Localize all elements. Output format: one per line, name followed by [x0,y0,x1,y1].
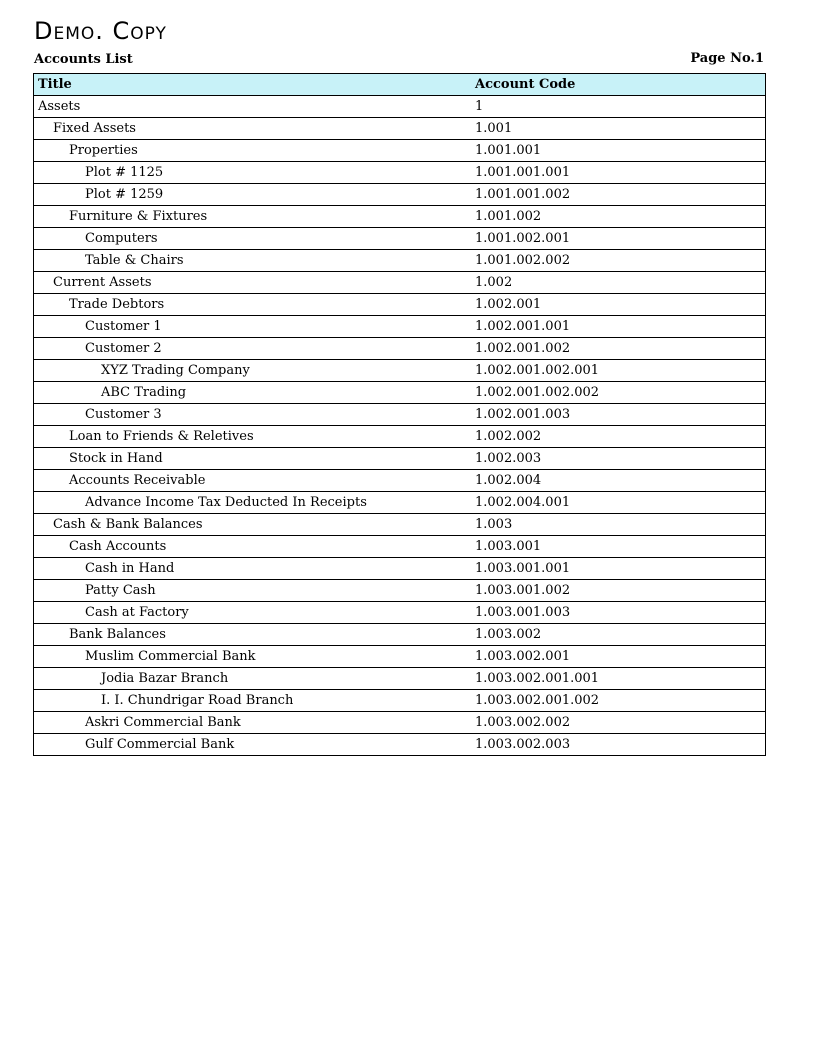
account-title-cell: Loan to Friends & Reletives [34,426,472,448]
column-header-account-code: Account Code [471,74,766,96]
account-code-cell: 1.001 [471,118,766,140]
account-code-cell: 1.003.001 [471,536,766,558]
account-code-cell: 1.003.002.001.002 [471,690,766,712]
table-row [34,536,766,558]
account-title-cell: Advance Income Tax Deducted In Receipts [34,492,472,514]
account-title-cell: Trade Debtors [34,294,472,316]
account-title-cell: Bank Balances [34,624,472,646]
account-code-cell: 1.003.001.001 [471,558,766,580]
table-body [34,96,766,756]
account-code-cell: 1.003.002.003 [471,734,766,756]
account-title-cell: Cash in Hand [34,558,472,580]
account-code-cell: 1.003 [471,514,766,536]
account-code-cell: 1.002.002 [471,426,766,448]
page-number: Page No.1 [690,51,764,66]
account-code-cell: 1.002.004 [471,470,766,492]
table-row [34,690,766,712]
table-row [34,382,766,404]
table-row [34,228,766,250]
table-row [34,646,766,668]
table-row [34,316,766,338]
table-row [34,338,766,360]
account-title-cell: ABC Trading [34,382,472,404]
table-row [34,470,766,492]
table-row [34,602,766,624]
account-title-cell: Stock in Hand [34,448,472,470]
account-title-cell: Assets [34,96,472,118]
account-code-cell: 1.001.001.002 [471,184,766,206]
account-code-cell: 1.002.001 [471,294,766,316]
account-code-cell: 1.001.001.001 [471,162,766,184]
table-row [34,360,766,382]
account-code-cell: 1.002.003 [471,448,766,470]
table-header-row [34,74,766,96]
account-title-cell: Properties [34,140,472,162]
table-row [34,140,766,162]
accounts-table [33,73,766,756]
account-code-cell: 1.002.001.001 [471,316,766,338]
account-code-cell: 1.002.001.002.001 [471,360,766,382]
account-title-cell: Table & Chairs [34,250,472,272]
table-row [34,558,766,580]
table-row [34,712,766,734]
table-row [34,492,766,514]
account-title-cell: Gulf Commercial Bank [34,734,472,756]
demo-copy-watermark: Demo. Copy [34,17,167,45]
column-header-title: Title [34,74,472,96]
table-row [34,294,766,316]
account-code-cell: 1.002.001.002 [471,338,766,360]
account-title-cell: Customer 2 [34,338,472,360]
account-title-cell: Cash at Factory [34,602,472,624]
account-title-cell: Fixed Assets [34,118,472,140]
account-title-cell: Customer 3 [34,404,472,426]
table-row [34,580,766,602]
account-code-cell: 1.001.002 [471,206,766,228]
table-row [34,734,766,756]
account-code-cell: 1.003.002.001.001 [471,668,766,690]
account-code-cell: 1.003.002 [471,624,766,646]
table-row [34,206,766,228]
account-title-cell: XYZ Trading Company [34,360,472,382]
account-code-cell: 1.002.004.001 [471,492,766,514]
account-title-cell: Cash & Bank Balances [34,514,472,536]
table-row [34,96,766,118]
account-title-cell: Askri Commercial Bank [34,712,472,734]
table-row [34,184,766,206]
account-code-cell: 1.002.001.002.002 [471,382,766,404]
account-title-cell: Cash Accounts [34,536,472,558]
table-row [34,624,766,646]
account-title-cell: Current Assets [34,272,472,294]
account-title-cell: Accounts Receivable [34,470,472,492]
table-row [34,514,766,536]
account-code-cell: 1.001.002.001 [471,228,766,250]
table-row [34,118,766,140]
account-title-cell: Patty Cash [34,580,472,602]
account-code-cell: 1.002 [471,272,766,294]
table-row [34,250,766,272]
account-title-cell: Plot # 1125 [34,162,472,184]
account-title-cell: I. I. Chundrigar Road Branch [34,690,472,712]
account-code-cell: 1.003.002.002 [471,712,766,734]
account-title-cell: Muslim Commercial Bank [34,646,472,668]
account-code-cell: 1.002.001.003 [471,404,766,426]
account-code-cell: 1.003.001.003 [471,602,766,624]
account-title-cell: Furniture & Fixtures [34,206,472,228]
account-title-cell: Computers [34,228,472,250]
account-title-cell: Jodia Bazar Branch [34,668,472,690]
account-code-cell: 1.003.002.001 [471,646,766,668]
account-title-cell: Customer 1 [34,316,472,338]
account-code-cell: 1.003.001.002 [471,580,766,602]
table-row [34,426,766,448]
account-code-cell: 1 [471,96,766,118]
table-row [34,404,766,426]
table-row [34,668,766,690]
table-row [34,272,766,294]
account-code-cell: 1.001.001 [471,140,766,162]
table-row [34,448,766,470]
report-title: Accounts List [34,52,133,67]
account-title-cell: Plot # 1259 [34,184,472,206]
account-code-cell: 1.001.002.002 [471,250,766,272]
table-row [34,162,766,184]
